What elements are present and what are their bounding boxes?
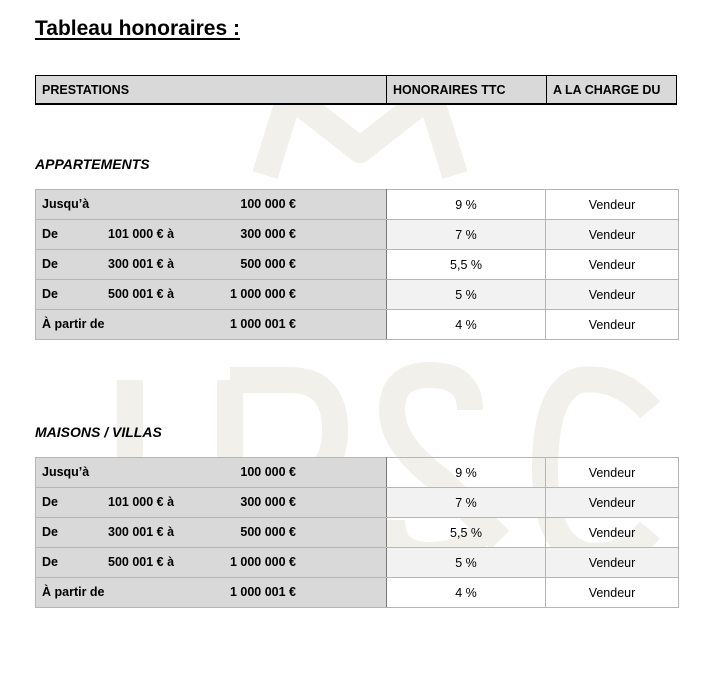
range-from: 300 001 € à [108,257,175,271]
range-prefix: De [42,555,58,569]
row-label [36,488,387,518]
range-from: 500 001 € à [108,287,175,301]
fee-percent: 9 % [387,190,546,220]
header-row [35,75,677,105]
range-prefix: De [42,525,58,539]
row-label [36,250,387,280]
row-label [36,578,387,608]
range-from: 101 000 € à [108,227,175,241]
range-prefix: Jusqu’à [42,465,90,479]
table-row [36,250,679,280]
table-row [36,190,679,220]
fee-percent: 4 % [387,310,546,340]
range-to: 300 000 € [240,495,296,509]
range-prefix: De [42,495,58,509]
range-to: 500 000 € [240,525,296,539]
range-to: 1 000 001 € [229,585,296,599]
row-label [36,190,387,220]
fee-percent: 4 % [387,578,546,608]
row-label [36,280,387,310]
range-prefix: De [42,227,58,241]
range-prefix: De [42,257,58,271]
section-title-maisons-villas: MAISONS / VILLAS [35,424,162,440]
range-to: 1 000 001 € [229,317,296,331]
range-from: 101 000 € à [108,495,175,509]
fee-payer: Vendeur [546,250,679,280]
table-row [36,280,679,310]
header-prestations: PRESTATIONS [36,76,387,103]
row-label [36,458,387,488]
fee-percent: 7 % [387,220,546,250]
fee-table-appartements [35,189,679,340]
header-honoraires: HONORAIRES TTC [387,76,547,103]
fee-payer: Vendeur [546,310,679,340]
fee-percent: 5 % [387,548,546,578]
row-label [36,310,387,340]
range-to: 100 000 € [240,465,296,479]
range-from: 500 001 € à [108,555,175,569]
section-title-appartements: APPARTEMENTS [35,156,150,172]
fee-payer: Vendeur [546,488,679,518]
fee-percent: 9 % [387,458,546,488]
range-to: 300 000 € [240,227,296,241]
range-to: 1 000 000 € [229,555,296,569]
fee-payer: Vendeur [546,518,679,548]
row-label [36,220,387,250]
fee-percent: 7 % [387,488,546,518]
table-row [36,458,679,488]
fee-payer: Vendeur [546,280,679,310]
table-row [36,548,679,578]
range-prefix: À partir de [42,317,105,331]
fee-percent: 5 % [387,280,546,310]
fee-percent: 5,5 % [387,250,546,280]
table-row [36,578,679,608]
range-to: 500 000 € [240,257,296,271]
fee-payer: Vendeur [546,578,679,608]
table-row [36,220,679,250]
fee-table-maisons-villas [35,457,679,608]
page-title: Tableau honoraires : [35,17,240,40]
table-row [36,518,679,548]
fee-percent: 5,5 % [387,518,546,548]
fee-payer: Vendeur [546,190,679,220]
row-label [36,518,387,548]
range-prefix: De [42,287,58,301]
table-row [36,488,679,518]
range-to: 100 000 € [240,197,296,211]
header-charge: A LA CHARGE DU [553,83,661,97]
range-to: 1 000 000 € [229,287,296,301]
fee-payer: Vendeur [546,458,679,488]
range-prefix: À partir de [42,585,105,599]
fee-payer: Vendeur [546,548,679,578]
range-prefix: Jusqu’à [42,197,90,211]
row-label [36,548,387,578]
range-from: 300 001 € à [108,525,175,539]
table-row [36,310,679,340]
fee-payer: Vendeur [546,220,679,250]
